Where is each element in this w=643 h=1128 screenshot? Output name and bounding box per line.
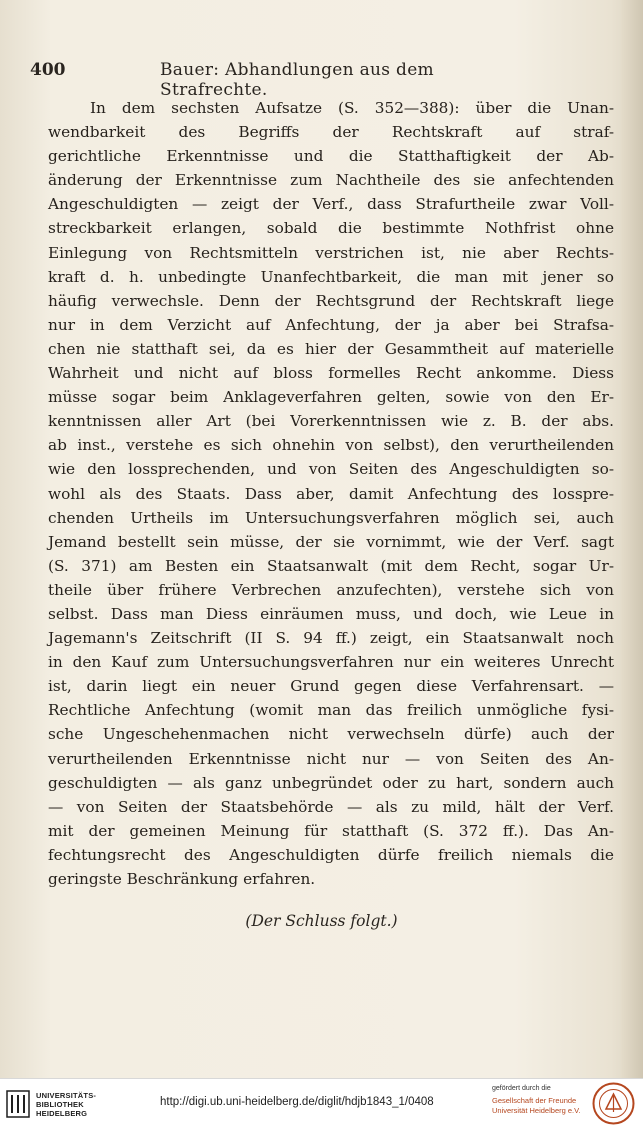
text-line: (S. 371) am Besten ein Staatsanwalt (mit dem Recht, sogar Ur-: [48, 556, 614, 575]
text-line: Einlegung von Rechtsmitteln verstrichen ist, nie aber Rechts-: [48, 243, 614, 262]
text-line: chenden Urtheils im Untersuchungsverfahren möglich sei, auch: [48, 508, 614, 527]
closing-note: (Der Schluss folgt.): [245, 912, 398, 930]
text-line: änderung der Erkenntnisse zum Nachtheile des sie anfechtenden: [48, 171, 614, 190]
university-seal-icon: [592, 1082, 635, 1125]
text-line: kraft d. h. unbedingte Unanfechtbarkeit, die man mit jener so: [48, 267, 614, 286]
page-number: 400: [30, 60, 66, 80]
text-line: mit der gemeinen Meinung für statthaft (S. 372 ff.). Das An-: [48, 821, 614, 840]
text-line: gerichtliche Erkenntnisse und die Statthaftigkeit der Ab-: [48, 147, 614, 166]
text-line: nur in dem Verzicht auf Anfechtung, der ja aber bei Strafsa-: [48, 315, 614, 334]
text-line: verurtheilenden Erkenntnisse nicht nur — von Seiten des An-: [48, 749, 614, 768]
text-line: Wahrheit und nicht auf bloss formelles Recht ankomme. Diess: [48, 364, 614, 383]
text-line: sche Ungeschehenmachen nicht verwechseln dürfe) auch der: [48, 725, 614, 744]
text-line: streckbarkeit erlangen, sobald die bestimmte Nothfrist ohne: [48, 219, 614, 238]
text-line: selbst. Dass man Diess einräumen muss, und doch, wie Leue in: [48, 604, 614, 623]
sponsor-org-line: Universität Heidelberg e.V.: [492, 1105, 581, 1115]
text-line: ab inst., verstehe es sich ohnehin von selbst), den verurtheilenden: [48, 436, 614, 455]
permalink-url[interactable]: http://digi.ub.uni-heidelberg.de/diglit/hdjb1843_1/0408: [160, 1096, 434, 1108]
text-line: müsse sogar beim Anklageverfahren gelten, sowie von den Er-: [48, 388, 614, 407]
text-line: fechtungsrecht des Angeschuldigten dürfe freilich niemals die: [48, 845, 614, 864]
sponsor-block[interactable]: [492, 1084, 582, 1115]
library-name-line: HEIDELBERG: [36, 1109, 88, 1118]
text-line: ist, darin liegt ein neuer Grund gegen diese Verfahrensart. —: [48, 677, 614, 696]
text-line: geringste Beschränkung erfahren.: [48, 870, 316, 888]
text-line: Jemand bestellt sein müsse, der sie vornimmt, wie der Verf. sagt: [48, 532, 614, 551]
sponsor-label: gefördert durch die: [492, 1085, 551, 1092]
text-line: — von Seiten der Staatsbehörde — als zu mild, hält der Verf.: [48, 797, 614, 816]
library-name-line: BIBLIOTHEK: [36, 1100, 84, 1109]
viewer-footer-bar: [0, 1078, 643, 1128]
text-line: wie den lossprechenden, und von Seiten des Angeschuldigten so-: [48, 460, 614, 479]
text-line: In dem sechsten Aufsatze (S. 352—388): über die Unan-: [90, 99, 614, 117]
text-line: wohl als des Staats. Dass aber, damit Anfechtung des lossprе-: [48, 484, 614, 503]
text-line: wendbarkeit des Begriffs der Rechtskraft auf straf-: [48, 123, 614, 142]
library-emblem-icon: [6, 1090, 30, 1118]
body-text: [48, 96, 614, 891]
text-line: häufig verwechsle. Denn der Rechtsgrund der Rechtskraft liege: [48, 291, 614, 310]
text-line: Jagemann's Zeitschrift (II S. 94 ff.) zeigt, ein Staatsanwalt noch: [48, 629, 614, 648]
sponsor-org-line: Gesellschaft der Freunde: [492, 1096, 577, 1105]
text-line: Angeschuldigten — zeigt der Verf., dass Strafurtheile zwar Voll-: [48, 195, 614, 214]
text-line: geschuldigten — als ganz unbegründet oder zu hart, sondern auch: [48, 773, 614, 792]
text-line: Rechtliche Anfechtung (womit man das freilich unmögliche fysi-: [48, 701, 614, 720]
text-line: kenntnissen aller Art (bei Vorerkenntnissen wie z. B. der abs.: [48, 412, 614, 431]
library-name: [36, 1091, 118, 1118]
text-line: chen nie statthaft sei, da es hier der Gesammtheit auf materielle: [48, 339, 614, 358]
library-name-line: UNIVERSITÄTS-: [36, 1091, 97, 1100]
running-title: Bauer: Abhandlungen aus dem Strafrechte.: [160, 60, 434, 100]
text-line: in den Kauf zum Untersuchungsverfahren nur ein weiteres Unrecht: [48, 653, 614, 672]
library-logo[interactable]: [6, 1089, 116, 1121]
text-line: theile über frühere Verbrechen anzufechten), verstehe sich von: [48, 580, 614, 599]
